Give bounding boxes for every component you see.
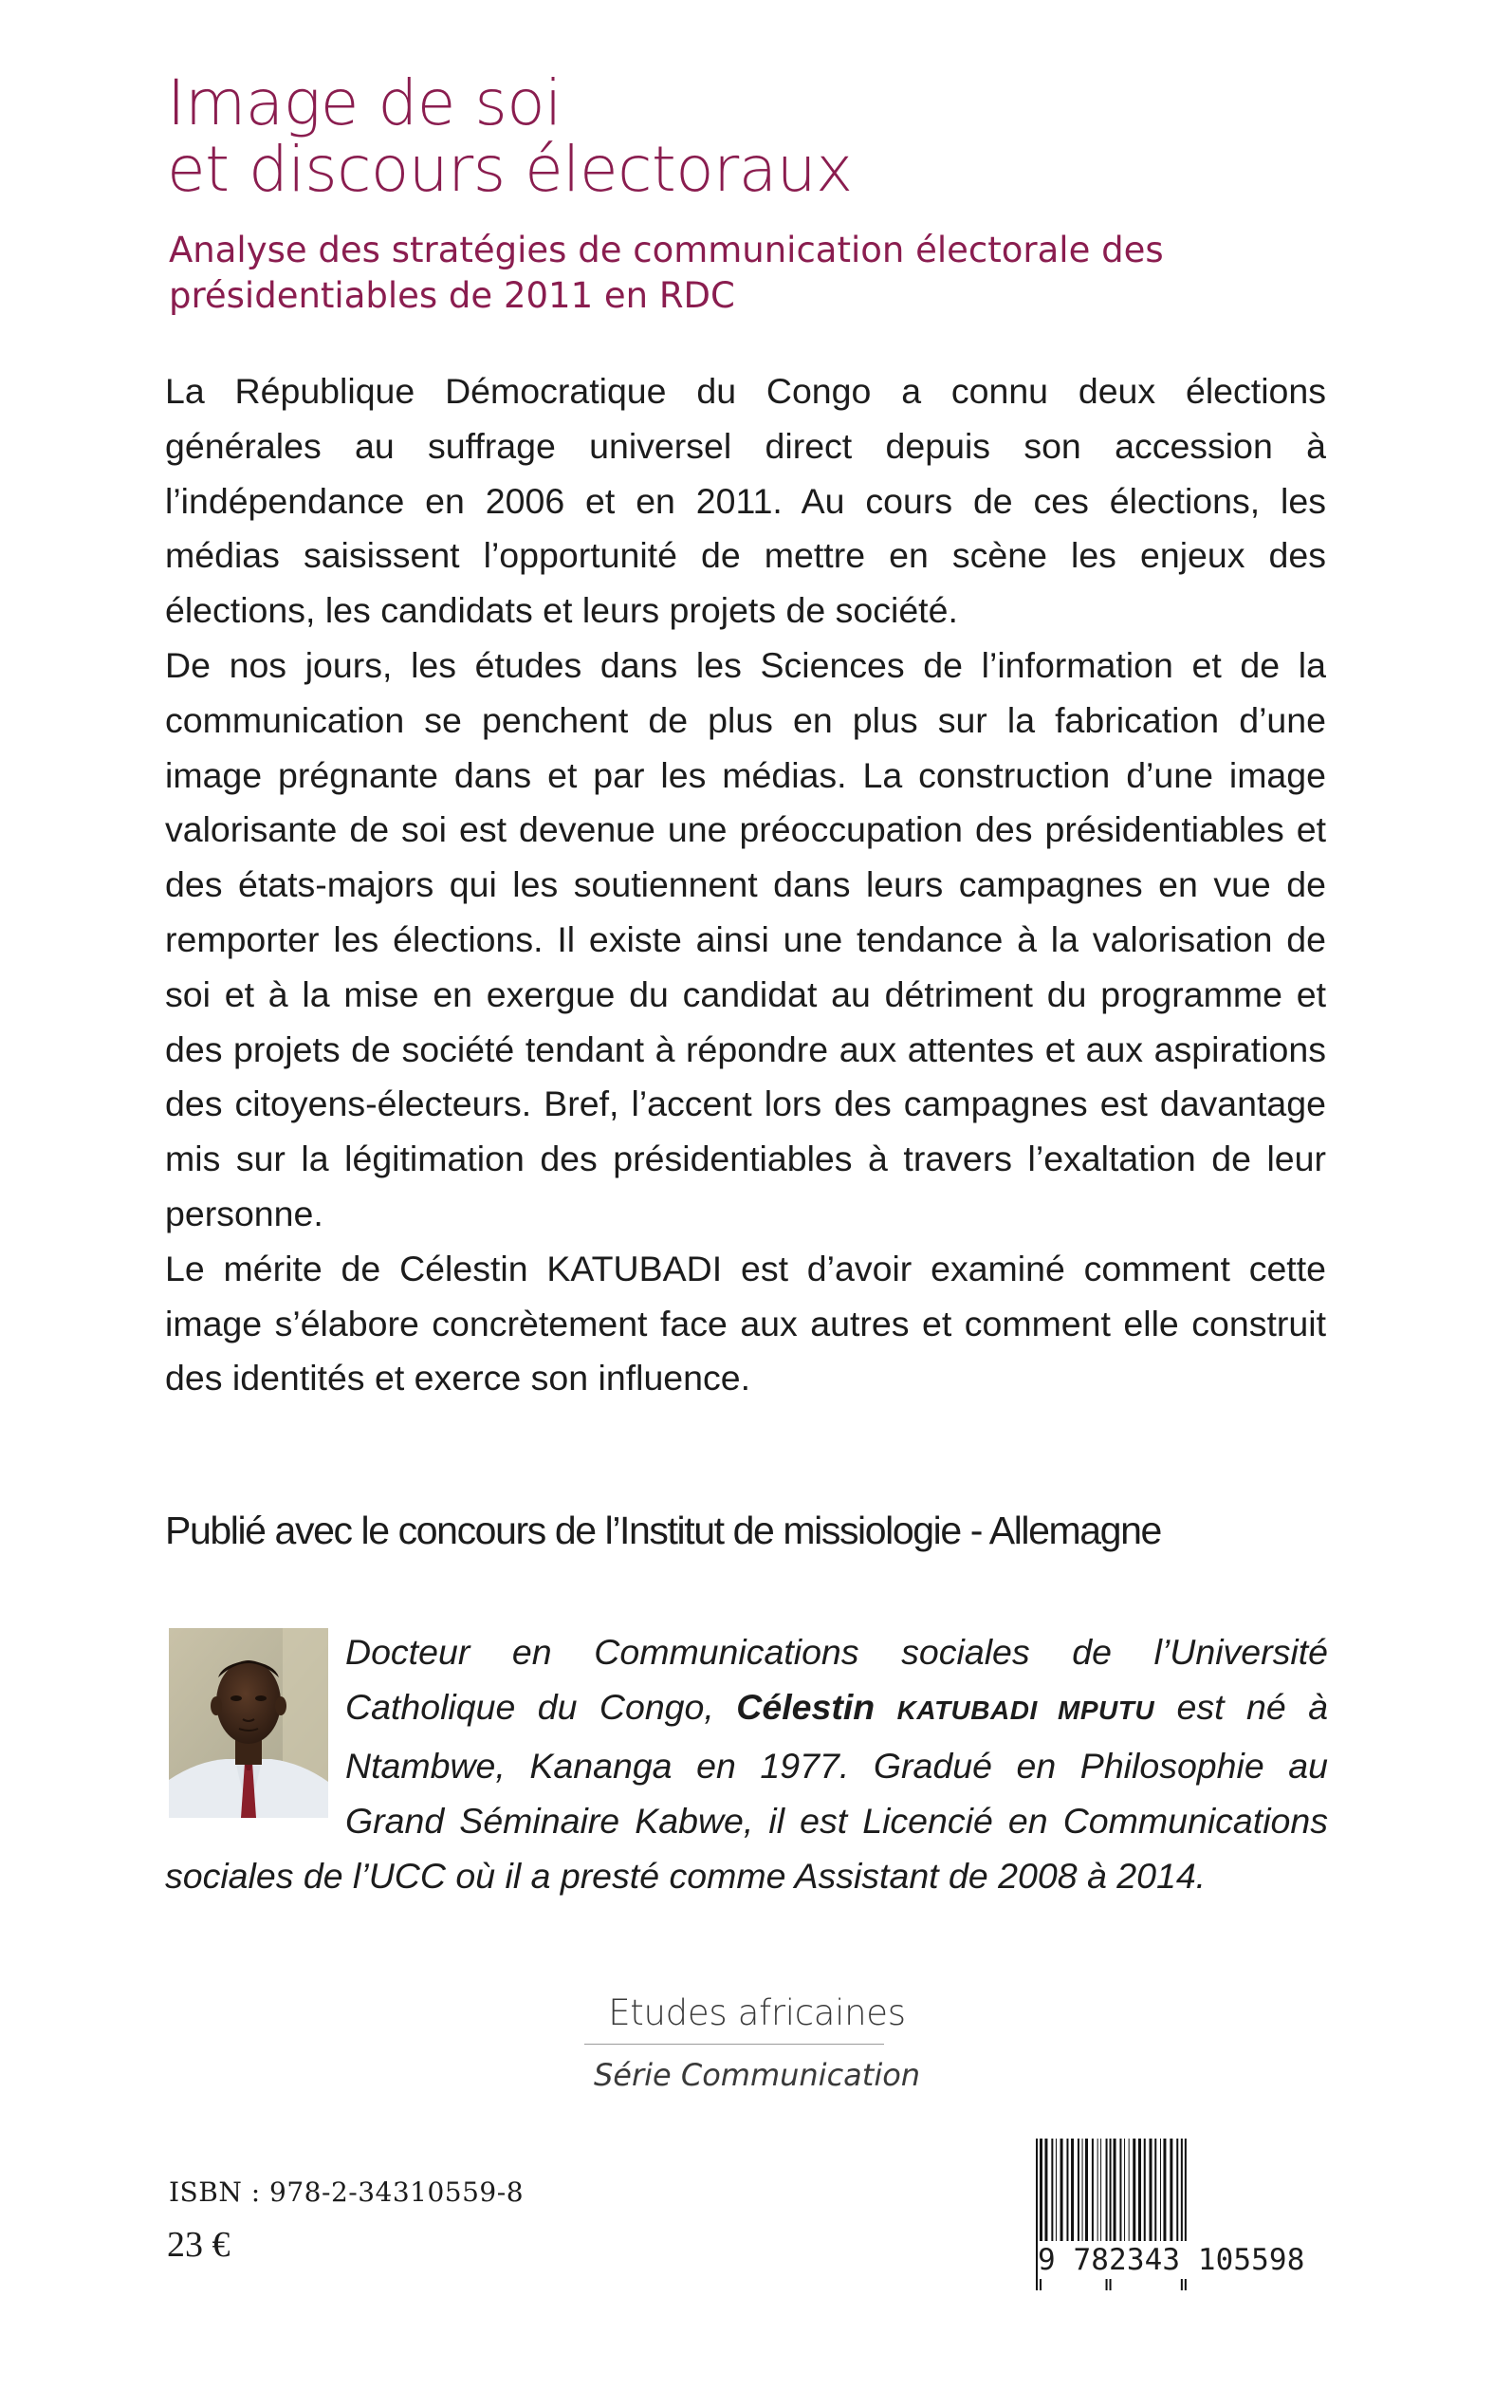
book-subtitle-line-1: Analyse des stratégies de communication électorale des: [169, 230, 1164, 270]
price: 23 €: [167, 2225, 230, 2265]
author-portrait-illustration: [169, 1628, 328, 1818]
author-first-name: Célestin: [736, 1687, 897, 1727]
author-photo: [169, 1628, 328, 1818]
author-last-name: KATUBADI MPUTU: [896, 1695, 1155, 1725]
book-subtitle: [169, 228, 1326, 319]
series-divider: [584, 2044, 884, 2045]
summary-paragraph-1: La République Démocratique du Congo a connu deux élections générales au suffrage universel direct depuis son accession à l’indépendance en 2006 et en 2011. Au cours de ces élections, les médias saisissent l’opportunité de mettre en scène les enjeux des élections, les candidats et leurs projets de société.: [165, 371, 1326, 631]
summary-text: [165, 364, 1326, 1406]
summary-paragraph-3: Le mérite de Célestin KATUBADI est d’avoir examiné comment cette image s’élabore concrètement face aux autres et comment elle construit des identités et exerce son influence.: [165, 1248, 1326, 1398]
book-subtitle-line-2: présidentiables de 2011 en RDC: [169, 275, 735, 316]
isbn: ISBN : 978-2-34310559-8: [169, 2176, 525, 2208]
summary-paragraph-2: De nos jours, les études dans les Sciences de l’information et de la communication se penchent de plus en plus sur la fabrication d’une image prégnante dans et par les médias. La construction d’une image valorisante de soi est devenue une préoccupation des présidentiables et des états-majors qui les soutiennent dans leurs campagnes en vue de remporter les élections. Il existe ainsi une tendance à la valorisation de soi et à la mise en exergue du candidat au détriment du programme et des projets de société tendant à répondre aux attentes et aux aspirations des citoyens-électeurs. Bref, l’accent lors des campagnes est davantage mis sur la légitimation des présidentiables à travers l’exaltation de leur personne.: [165, 644, 1326, 1233]
author-bio-rest: est né à Ntambwe, Kananga en 1977. Gradué en Philosophie au Grand Séminaire Kabwe, il est Licencié en Communications sociales de l’UCC où il a presté comme Assistant de 2008 à 2014.: [165, 1687, 1328, 1896]
book-title-line-2: et discours électoraux: [167, 133, 853, 206]
series-name: Etudes africaines: [608, 1992, 906, 2033]
barcode-digits: 9 782343 105598: [1038, 2241, 1328, 2279]
author-bio-intro: Docteur en Communications sociales de l’Université Catholique du Congo,: [345, 1632, 1328, 1727]
book-title-line-1: Image de soi: [167, 66, 562, 139]
author-bio: [165, 1624, 1328, 1903]
author-name: [736, 1687, 1154, 1727]
series-subtitle: Série Communication: [593, 2057, 921, 2093]
publication-note: Publié avec le concours de l’Institut de missiologie - Allemagne: [165, 1509, 1161, 1552]
book-title: [167, 66, 1353, 206]
